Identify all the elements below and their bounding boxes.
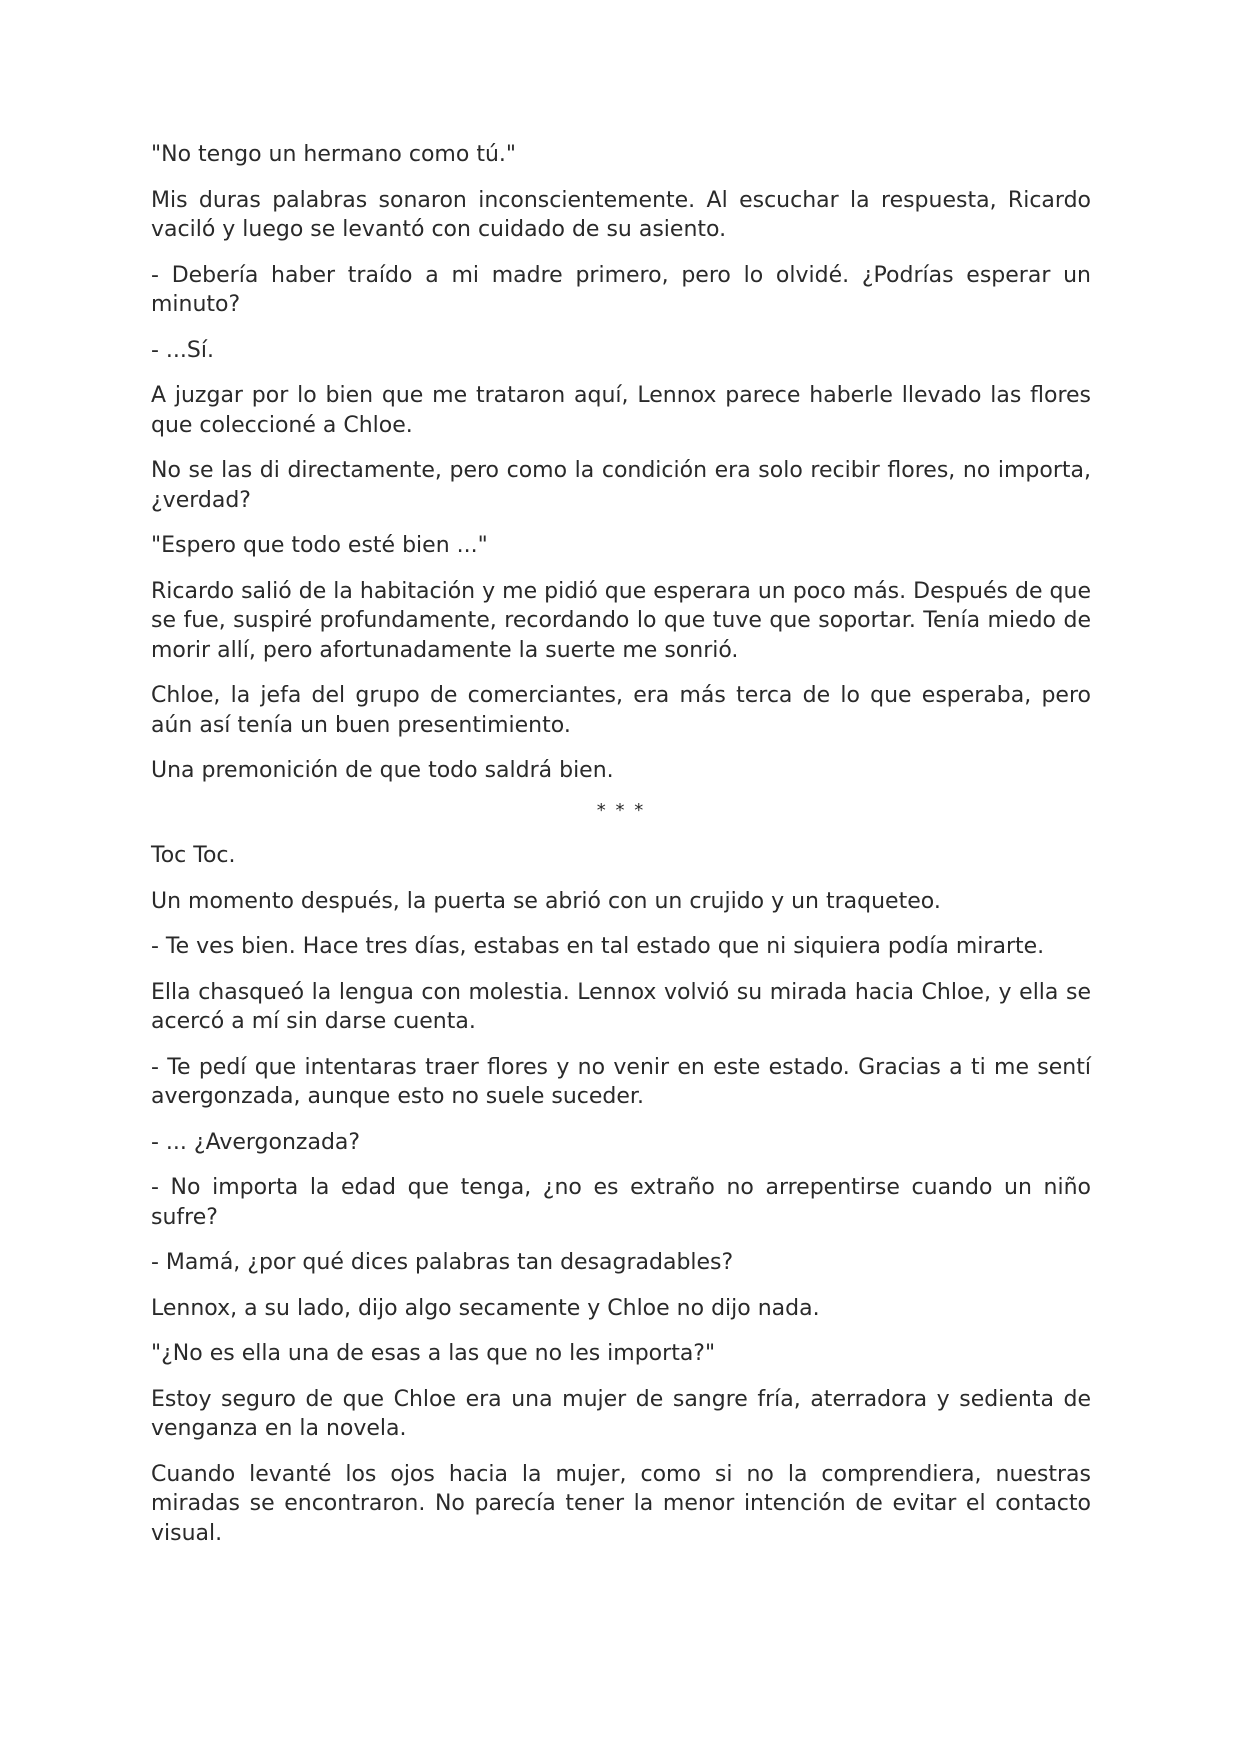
paragraph: Lennox, a su lado, dijo algo secamente y Chloe no dijo nada.	[151, 1295, 820, 1321]
paragraph: - Debería haber traído a mi madre primero, pero lo olvidé. ¿Podrías esperar un minuto?	[151, 262, 1091, 317]
paragraph: Un momento después, la puerta se abrió con un crujido y un traqueteo.	[151, 888, 941, 914]
paragraph: Una premonición de que todo saldrá bien.	[151, 758, 614, 783]
document-page	[151, 140, 1091, 1564]
paragraph: Mis duras palabras sonaron inconscientemente. Al escuchar la respuesta, Ricardo vaciló y luego se levantó con cuidado de su asiento.	[151, 187, 1091, 242]
paragraph: "Espero que todo esté bien ..."	[151, 533, 488, 558]
paragraph: - Mamá, ¿por qué dices palabras tan desagradables?	[151, 1250, 734, 1275]
paragraph: No se las di directamente, pero como la condición era solo recibir flores, no importa, ¿verdad?	[151, 458, 1091, 513]
paragraph: - Te ves bien. Hace tres días, estabas en tal estado que ni siquiera podía mirarte.	[151, 934, 1045, 959]
paragraph: Ella chasqueó la lengua con molestia. Lennox volvió su mirada hacia Chloe, y ella se acercó a mí sin darse cuenta.	[151, 979, 1091, 1034]
paragraph: - ...Sí.	[151, 337, 214, 363]
paragraph: - No importa la edad que tenga, ¿no es extraño no arrepentirse cuando un niño sufre?	[151, 1175, 1091, 1230]
paragraph: "No tengo un hermano como tú."	[151, 142, 516, 167]
paragraph: - Te pedí que intentaras traer flores y no venir en este estado. Gracias a ti me sentí avergonzada, aunque esto no suele suceder.	[151, 1054, 1091, 1109]
paragraph: Cuando levanté los ojos hacia la mujer, como si no la comprendiera, nuestras miradas se encontraron. No parecía tener la menor intención de evitar el contacto visual.	[151, 1461, 1091, 1546]
paragraph: Ricardo salió de la habitación y me pidió que esperara un poco más. Después de que se fue, suspiré profundamente, recordando lo que tuve que soportar. Tenía miedo de morir allí, pero afortunadamente la suerte me sonrió.	[151, 578, 1091, 663]
paragraph: - ... ¿Avergonzada?	[151, 1129, 361, 1155]
paragraph: Toc Toc.	[151, 843, 236, 868]
paragraph: Chloe, la jefa del grupo de comerciantes, era más terca de lo que esperaba, pero aún así tenía un buen presentimiento.	[151, 683, 1091, 738]
scene-separator: * * *	[596, 799, 646, 821]
paragraph: "¿No es ella una de esas a las que no les importa?"	[151, 1341, 716, 1366]
paragraph: Estoy seguro de que Chloe era una mujer de sangre fría, aterradora y sedienta de venganza en la novela.	[151, 1386, 1091, 1441]
paragraph: A juzgar por lo bien que me trataron aquí, Lennox parece haberle llevado las flores que coleccioné a Chloe.	[151, 383, 1091, 438]
